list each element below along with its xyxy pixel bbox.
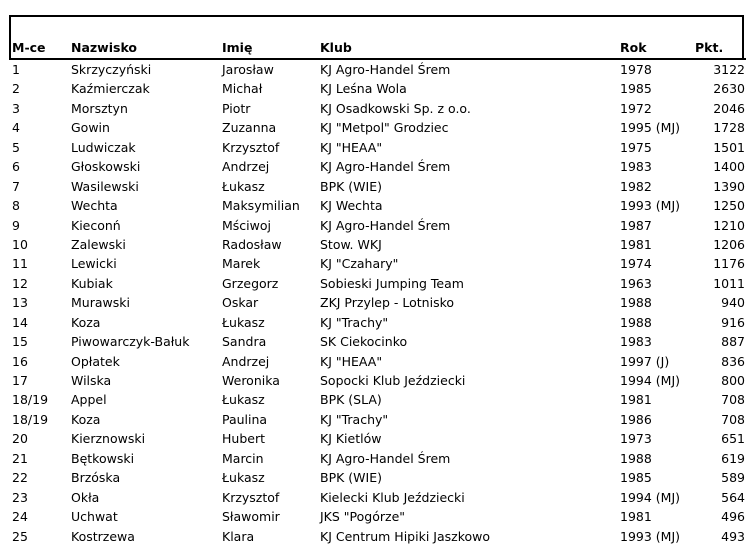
points-cell: 564 [721, 489, 745, 505]
table-row [0, 274, 753, 293]
points-cell: 1400 [713, 159, 745, 175]
club-cell: SK Ciekocinko [320, 334, 408, 350]
first-name-cell: Andrzej [222, 353, 270, 369]
surname-cell: Głoskowski [71, 159, 141, 175]
surname-cell: Bętkowski [71, 450, 135, 466]
club-cell: KJ Agro-Handel Śrem [320, 450, 451, 466]
place-cell: 11 [12, 256, 28, 272]
table-row [0, 118, 753, 137]
points-cell: 589 [721, 470, 745, 486]
surname-cell: Appel [71, 392, 107, 408]
first-name-cell: Sandra [222, 334, 267, 350]
place-cell: 8 [12, 198, 20, 214]
place-cell: 15 [12, 334, 28, 350]
first-name-cell: Oskar [222, 295, 259, 311]
club-cell: KJ Centrum Hipiki Jaszkowo [320, 528, 491, 544]
place-cell: 21 [12, 450, 28, 466]
table-row [0, 352, 753, 371]
header-first-name: Imię [222, 40, 253, 55]
points-cell: 708 [721, 411, 745, 427]
club-cell: KJ "Trachy" [320, 411, 389, 427]
surname-cell: Kostrzewa [71, 528, 135, 544]
first-name-cell: Marcin [222, 450, 264, 466]
surname-cell: Ludwiczak [71, 139, 136, 155]
first-name-cell: Łukasz [222, 178, 265, 194]
header-club: Klub [320, 40, 352, 55]
points-cell: 887 [721, 334, 745, 350]
first-name-cell: Krzysztof [222, 489, 280, 505]
first-name-cell: Maksymilian [222, 198, 300, 214]
points-cell: 1011 [713, 275, 745, 291]
club-cell: KJ Kietlów [320, 431, 382, 447]
place-cell: 9 [12, 217, 20, 233]
first-name-cell: Michał [222, 81, 263, 97]
header-surname: Nazwisko [71, 40, 138, 55]
points-cell: 1250 [713, 198, 745, 214]
place-cell: 4 [12, 120, 20, 136]
club-cell: BPK (WIE) [320, 178, 382, 194]
place-cell: 20 [12, 431, 28, 447]
points-cell: 1501 [713, 139, 745, 155]
year-cell: 1982 [620, 178, 652, 194]
place-cell: 13 [12, 295, 28, 311]
place-cell: 1 [12, 62, 20, 77]
club-cell: Stow. WKJ [320, 236, 382, 252]
place-cell: 10 [12, 236, 28, 252]
surname-cell: Okła [71, 489, 100, 505]
surname-cell: Gowin [71, 120, 110, 136]
year-cell: 1972 [620, 100, 652, 116]
surname-cell: Wechta [71, 198, 118, 214]
first-name-cell: Grzegorz [222, 275, 279, 291]
table-row [0, 79, 753, 98]
surname-cell: Uchwat [71, 509, 118, 525]
points-cell: 496 [721, 509, 745, 525]
points-cell: 916 [721, 314, 745, 330]
year-cell: 1983 [620, 159, 652, 175]
first-name-cell: Sławomir [222, 509, 280, 525]
place-cell: 3 [12, 100, 20, 116]
first-name-cell: Radosław [222, 236, 282, 252]
place-cell: 12 [12, 275, 28, 291]
first-name-cell: Krzysztof [222, 139, 280, 155]
table-row [0, 235, 753, 254]
club-cell: ZKJ Przylep - Lotnisko [320, 295, 455, 311]
year-cell: 1981 [620, 509, 652, 525]
place-cell: 16 [12, 353, 28, 369]
club-cell: KJ "Trachy" [320, 314, 389, 330]
club-cell: KJ Leśna Wola [320, 81, 407, 97]
year-cell: 1986 [620, 411, 652, 427]
club-cell: Kielecki Klub Jeździecki [320, 489, 465, 505]
first-name-cell: Mściwoj [222, 217, 271, 233]
surname-cell: Kaźmierczak [71, 81, 150, 97]
year-cell: 1981 [620, 392, 652, 408]
first-name-cell: Piotr [222, 100, 251, 116]
surname-cell: Wilska [71, 373, 112, 388]
surname-cell: Lewicki [71, 256, 117, 272]
surname-cell: Morsztyn [71, 100, 128, 116]
year-cell: 1974 [620, 256, 652, 272]
surname-cell: Kieconń [71, 217, 121, 233]
club-cell: KJ "HEAA" [320, 139, 383, 155]
table-row [0, 468, 753, 487]
table-row [0, 177, 753, 196]
club-cell: KJ "Czahary" [320, 256, 399, 272]
points-cell: 1728 [713, 120, 745, 136]
year-cell: 1997 (J) [620, 353, 670, 369]
first-name-cell: Zuzanna [222, 120, 277, 136]
year-cell: 1988 [620, 295, 652, 311]
place-cell: 6 [12, 159, 20, 175]
table-row [0, 429, 753, 448]
club-cell: KJ Osadkowski Sp. z o.o. [320, 100, 471, 116]
place-cell: 14 [12, 314, 28, 330]
points-cell: 800 [721, 373, 745, 388]
table-row [0, 254, 753, 273]
place-cell: 24 [12, 509, 28, 525]
year-cell: 1985 [620, 81, 652, 97]
table-row [0, 488, 753, 507]
club-cell: KJ Agro-Handel Śrem [320, 159, 451, 175]
table-row [0, 99, 753, 118]
surname-cell: Opłatek [71, 353, 120, 369]
place-cell: 18/19 [12, 411, 49, 427]
place-cell: 22 [12, 470, 28, 486]
year-cell: 1983 [620, 334, 652, 350]
table-row [0, 390, 753, 409]
surname-cell: Kubiak [71, 275, 113, 291]
table-row [0, 332, 753, 351]
club-cell: KJ "HEAA" [320, 353, 383, 369]
surname-cell: Piwowarczyk-Bałuk [71, 334, 190, 350]
table-row [0, 449, 753, 468]
year-cell: 1981 [620, 236, 652, 252]
header-points: Pkt. [695, 40, 724, 55]
year-cell: 1987 [620, 217, 652, 233]
points-cell: 2046 [713, 100, 745, 116]
place-cell: 5 [12, 139, 20, 155]
points-cell: 1390 [713, 178, 745, 194]
club-cell: BPK (SLA) [320, 392, 382, 408]
table-row [0, 157, 753, 176]
points-cell: 2630 [713, 81, 745, 97]
surname-cell: Koza [71, 314, 101, 330]
header-year: Rok [620, 40, 647, 55]
year-cell: 1993 (MJ) [620, 528, 681, 544]
first-name-cell: Jarosław [222, 62, 274, 77]
header-place: M-ce [12, 40, 46, 55]
year-cell: 1973 [620, 431, 652, 447]
club-cell: Sobieski Jumping Team [320, 275, 464, 291]
year-cell: 1985 [620, 470, 652, 486]
points-cell: 1210 [713, 217, 745, 233]
surname-cell: Koza [71, 411, 101, 427]
place-cell: 7 [12, 178, 20, 194]
surname-cell: Murawski [71, 295, 130, 311]
first-name-cell: Hubert [222, 431, 265, 447]
points-cell: 493 [721, 528, 745, 544]
place-cell: 17 [12, 373, 28, 388]
club-cell: Sopocki Klub Jeździecki [320, 373, 466, 388]
place-cell: 25 [12, 528, 28, 544]
table-row [0, 527, 753, 546]
first-name-cell: Klara [222, 528, 255, 544]
first-name-cell: Łukasz [222, 470, 265, 486]
surname-cell: Kierznowski [71, 431, 146, 447]
first-name-cell: Marek [222, 256, 261, 272]
first-name-cell: Andrzej [222, 159, 270, 175]
year-cell: 1994 (MJ) [620, 373, 681, 388]
club-cell: KJ Wechta [320, 198, 383, 214]
place-cell: 2 [12, 81, 20, 97]
year-cell: 1995 (MJ) [620, 120, 681, 136]
first-name-cell: Łukasz [222, 314, 265, 330]
club-cell: JKS "Pogórze" [320, 509, 406, 525]
year-cell: 1994 (MJ) [620, 489, 681, 505]
points-cell: 940 [721, 295, 745, 311]
club-cell: BPK (WIE) [320, 470, 382, 486]
first-name-cell: Paulina [222, 411, 268, 427]
club-cell: KJ "Metpol" Grodziec [320, 120, 449, 136]
club-cell: KJ Agro-Handel Śrem [320, 217, 451, 233]
surname-cell: Skrzyczyński [71, 62, 152, 77]
year-cell: 1988 [620, 450, 652, 466]
year-cell: 1988 [620, 314, 652, 330]
year-cell: 1978 [620, 62, 652, 77]
points-cell: 1176 [713, 256, 745, 272]
table-row [0, 410, 753, 429]
first-name-cell: Łukasz [222, 392, 265, 408]
points-cell: 651 [721, 431, 745, 447]
first-name-cell: Weronika [222, 373, 280, 388]
table-row [0, 196, 753, 215]
table-body [0, 60, 753, 546]
table-row [0, 138, 753, 157]
points-cell: 619 [721, 450, 745, 466]
place-cell: 18/19 [12, 392, 49, 408]
year-cell: 1975 [620, 139, 652, 155]
table-row [0, 293, 753, 312]
table-row [0, 371, 753, 390]
surname-cell: Zalewski [71, 236, 126, 252]
surname-cell: Brzóska [71, 470, 121, 486]
year-cell: 1993 (MJ) [620, 198, 681, 214]
table-header [9, 39, 746, 60]
surname-cell: Wasilewski [71, 178, 139, 194]
club-cell: KJ Agro-Handel Śrem [320, 62, 451, 77]
points-cell: 836 [721, 353, 745, 369]
table-row [0, 216, 753, 235]
points-cell: 3122 [713, 62, 745, 77]
place-cell: 23 [12, 489, 28, 505]
table-row [0, 60, 753, 79]
points-cell: 708 [721, 392, 745, 408]
table-row [0, 507, 753, 526]
table-row [0, 313, 753, 332]
year-cell: 1963 [620, 275, 652, 291]
points-cell: 1206 [713, 236, 745, 252]
